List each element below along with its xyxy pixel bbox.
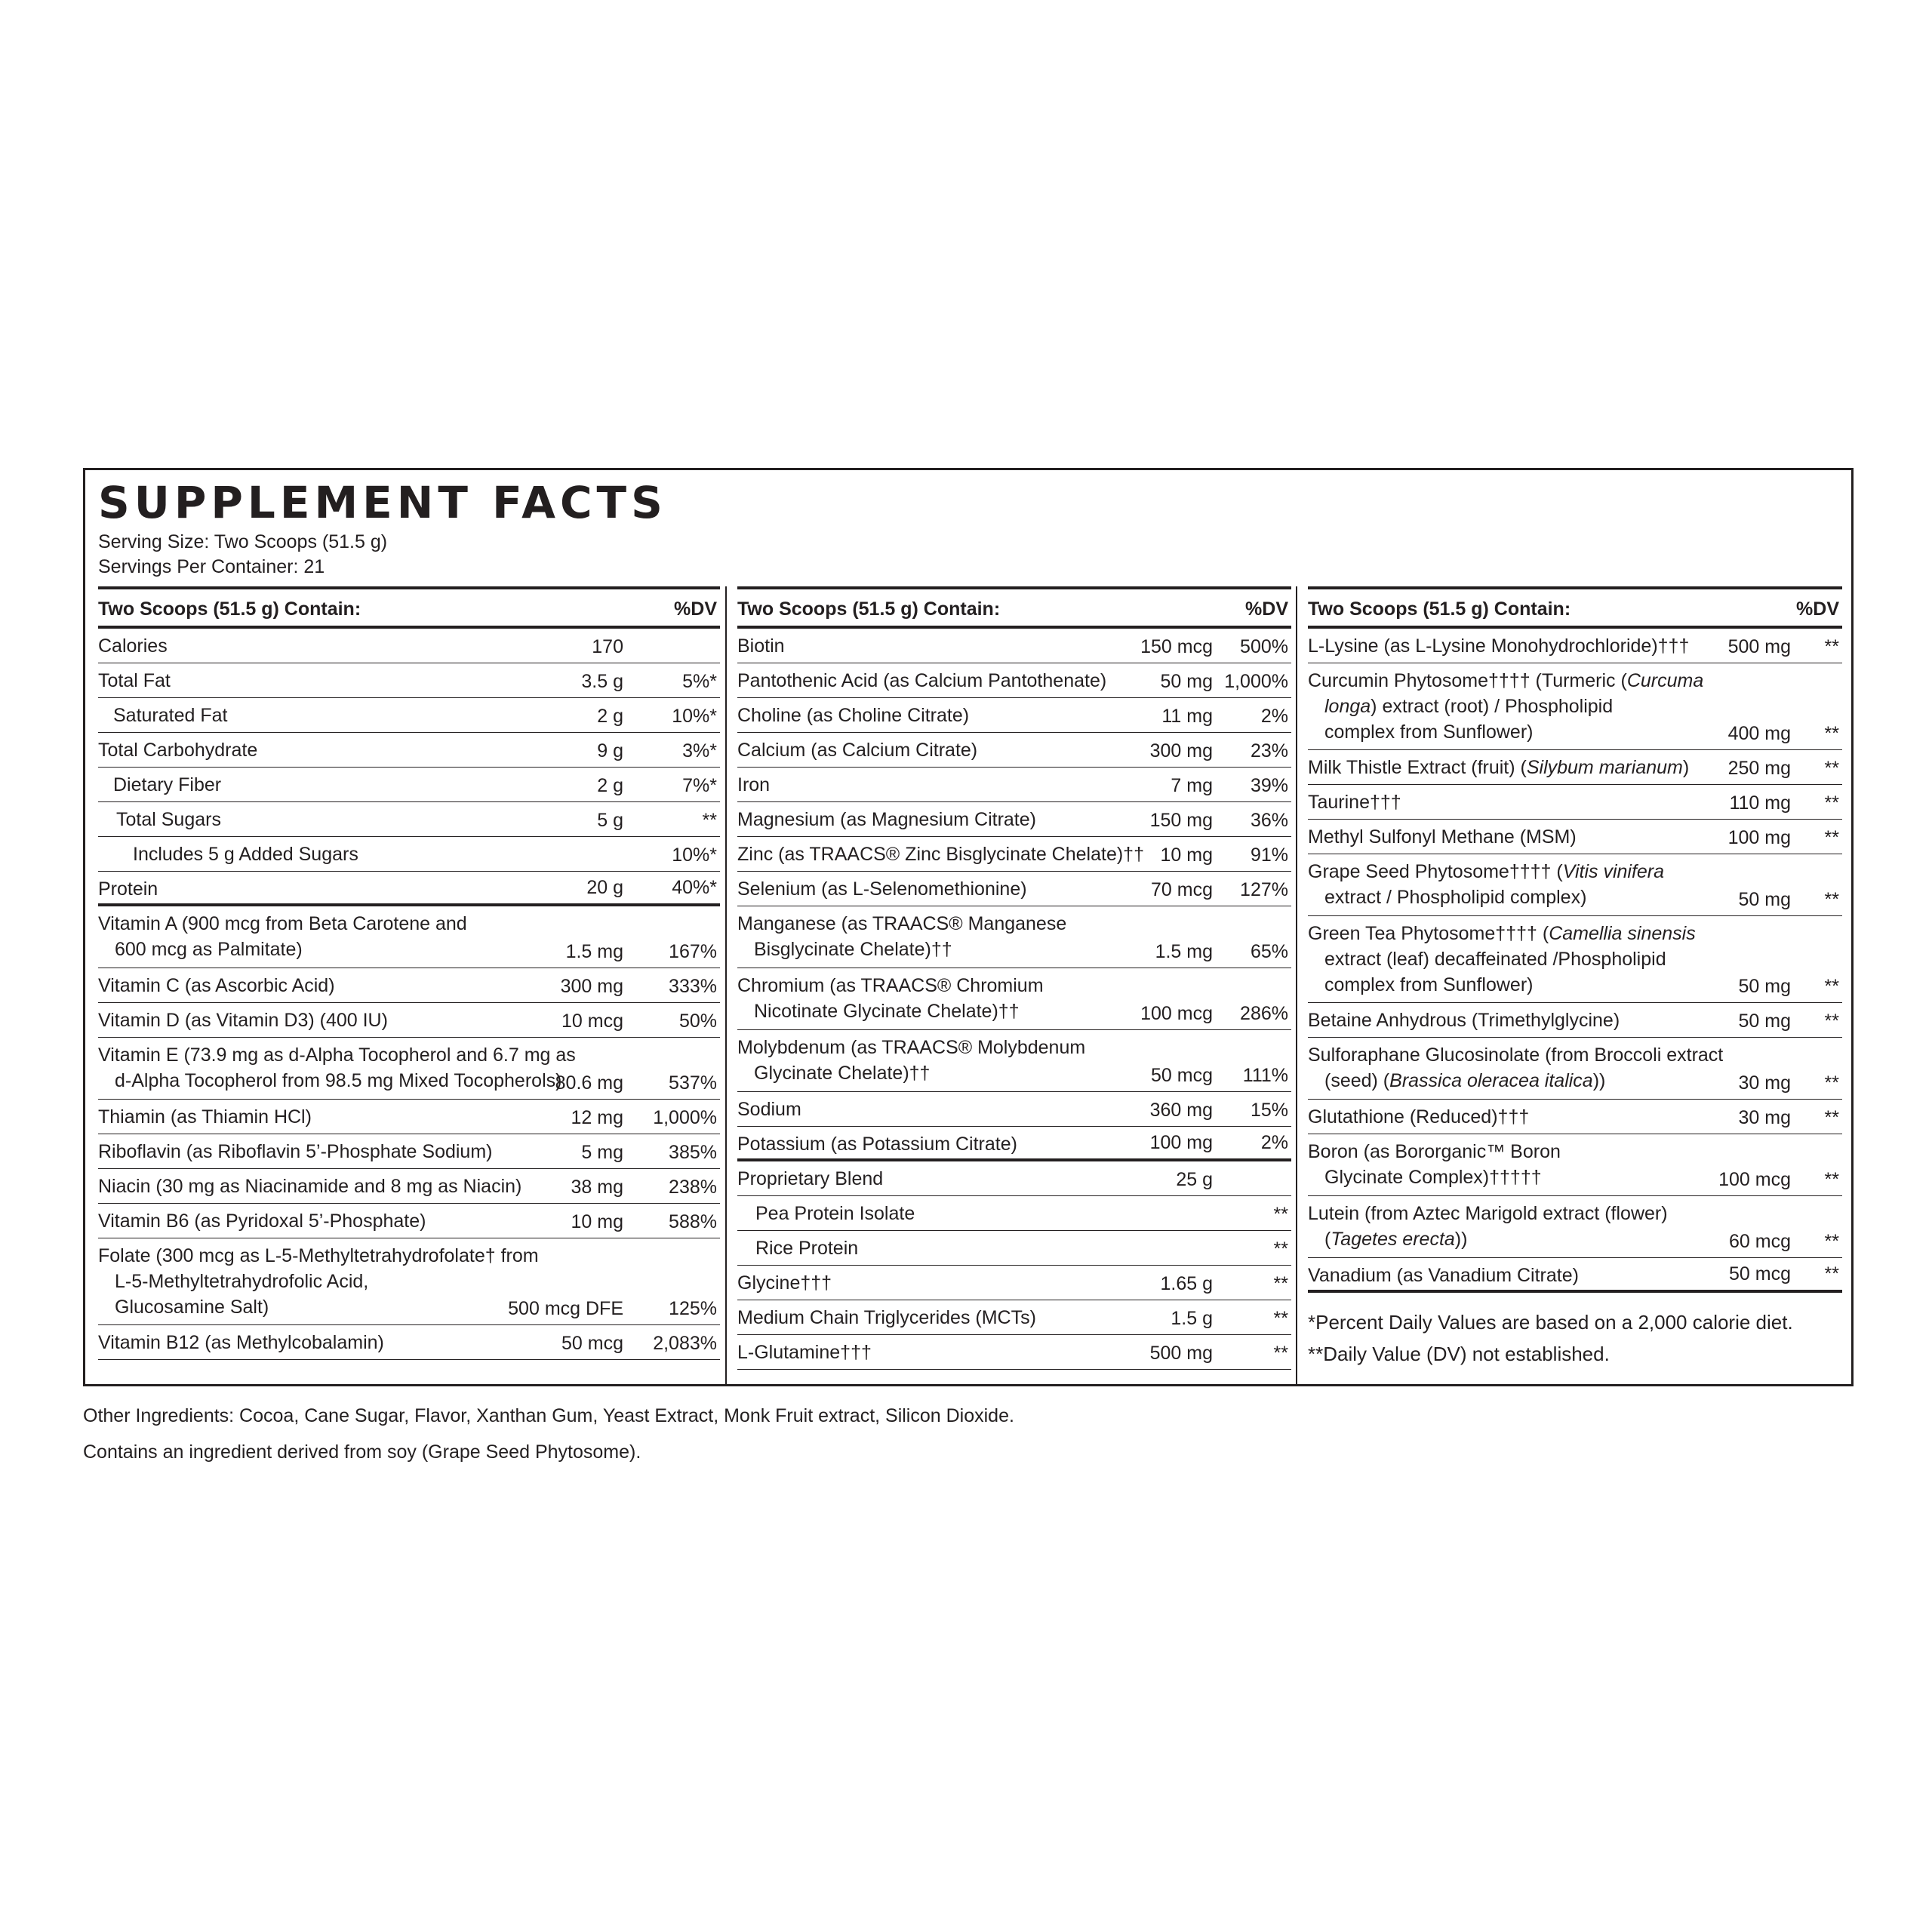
dv-header: %DV [1796, 598, 1839, 620]
nutrient-row [1308, 1258, 1842, 1293]
nutrient-row [737, 663, 1291, 698]
nutrient-name: Vitamin B6 (as Pyridoxal 5’-Phosphate) [98, 1211, 426, 1232]
nutrient-row [737, 1335, 1291, 1370]
nutrient-dv: 39% [1250, 775, 1288, 796]
nutrient-row [98, 968, 720, 1003]
facts-column-3 [1308, 586, 1842, 1370]
nutrient-dv: 5%* [682, 671, 717, 692]
nutrient-amount: 50 mg [1738, 1011, 1791, 1032]
nutrient-amount: 50 mg [1738, 976, 1791, 997]
nutrient-row [1308, 1196, 1842, 1258]
nutrient-dv: ** [1824, 1107, 1839, 1128]
nutrient-name: Pantothenic Acid (as Calcium Pantothenate) [737, 670, 1107, 691]
nutrient-amount: 10 mcg [561, 1011, 623, 1032]
footnotes [1308, 1306, 1842, 1370]
column-divider [1296, 586, 1297, 1384]
nutrient-amount: 50 mg [1738, 889, 1791, 910]
nutrient-dv: 65% [1250, 941, 1288, 962]
nutrient-row [737, 1231, 1291, 1266]
nutrient-name: Total Fat [98, 670, 171, 691]
nutrient-name: Taurine††† [1308, 792, 1401, 813]
nutrient-dv: 23% [1250, 740, 1288, 761]
facts-column-1 [98, 586, 720, 1360]
nutrient-dv: 167% [669, 941, 717, 962]
supplement-facts-panel [83, 468, 1854, 1386]
dv-header: %DV [1245, 598, 1288, 620]
nutrient-amount: 500 mg [1149, 1343, 1213, 1364]
nutrient-name: Magnesium (as Magnesium Citrate) [737, 809, 1036, 830]
nutrient-amount: 11 mg [1161, 706, 1213, 727]
allergen-statement: Contains an ingredient derived from soy (Grape Seed Phytosome). [83, 1441, 641, 1463]
nutrient-row [98, 1169, 720, 1204]
column-header-label: Two Scoops (51.5 g) Contain: [1308, 598, 1571, 620]
nutrient-dv: 40%* [672, 877, 717, 898]
nutrient-amount: 50 mg [1160, 671, 1213, 692]
nutrient-row [98, 1100, 720, 1134]
footnote-percent-dv: *Percent Daily Values are based on a 2,000 calorie diet. [1308, 1311, 1793, 1334]
nutrient-amount: 50 mcg [1151, 1065, 1213, 1086]
other-ingredients: Other Ingredients: Cocoa, Cane Sugar, Flavor, Xanthan Gum, Yeast Extract, Monk Fruit extract, Silicon Dioxide. [83, 1405, 1014, 1426]
nutrient-name: Calories [98, 635, 168, 657]
nutrient-dv: 333% [669, 976, 717, 997]
nutrient-amount: 80.6 mg [555, 1072, 623, 1094]
nutrient-amount: 1.5 g [1171, 1308, 1213, 1329]
nutrient-name: Calcium (as Calcium Citrate) [737, 740, 978, 761]
nutrient-dv: 2% [1260, 706, 1288, 727]
nutrient-amount: 250 mg [1727, 758, 1791, 779]
nutrient-dv: 2,083% [653, 1333, 717, 1354]
nutrient-name: Pea Protein Isolate [755, 1203, 915, 1224]
nutrient-amount: 150 mcg [1140, 636, 1213, 657]
nutrient-amount: 300 mg [1149, 740, 1213, 761]
nutrient-amount: 2 g [597, 706, 623, 727]
nutrient-dv: ** [1824, 1169, 1839, 1190]
nutrient-dv: 50% [678, 1011, 717, 1032]
serving-size: Serving Size: Two Scoops (51.5 g) [98, 531, 388, 552]
nutrient-dv: 537% [669, 1072, 717, 1094]
nutrient-name: Vitamin B12 (as Methylcobalamin) [98, 1332, 384, 1353]
nutrient-amount: 500 mg [1727, 636, 1791, 657]
nutrient-row [98, 1003, 720, 1038]
nutrient-amount: 1.5 mg [1155, 941, 1213, 962]
dv-header: %DV [674, 598, 717, 620]
nutrient-dv: ** [1824, 1263, 1839, 1284]
nutrient-amount: 50 mcg [561, 1333, 623, 1354]
nutrient-amount: 1.5 mg [565, 941, 623, 962]
nutrient-row [737, 698, 1291, 733]
servings-per-container: Servings Per Container: 21 [98, 556, 325, 577]
nutrient-amount: 400 mg [1727, 723, 1791, 744]
nutrient-row [98, 768, 720, 802]
nutrient-row [98, 698, 720, 733]
nutrient-dv: 91% [1250, 844, 1288, 866]
nutrient-amount: 30 mg [1738, 1072, 1791, 1094]
nutrient-name: Zinc (as TRAACS® Zinc Bisglycinate Chelate)†† [737, 844, 1144, 865]
nutrient-amount: 7 mg [1171, 775, 1213, 796]
nutrient-name: Niacin (30 mg as Niacinamide and 8 mg as Niacin) [98, 1176, 522, 1197]
nutrient-dv: ** [1824, 827, 1839, 848]
nutrient-amount: 150 mg [1149, 810, 1213, 831]
nutrient-dv: 385% [669, 1142, 717, 1163]
nutrient-row [1308, 785, 1842, 820]
nutrient-row [98, 872, 720, 906]
nutrient-row [1308, 1100, 1842, 1134]
nutrient-dv: 1,000% [1224, 671, 1288, 692]
nutrient-amount: 1.65 g [1160, 1273, 1213, 1294]
nutrient-name: Selenium (as L-Selenomethionine) [737, 878, 1027, 900]
nutrient-row [1308, 854, 1842, 916]
nutrient-dv: 36% [1250, 810, 1288, 831]
footnote-dv-not-established: **Daily Value (DV) not established. [1308, 1343, 1610, 1365]
nutrient-row [98, 1038, 720, 1100]
nutrient-dv: 15% [1250, 1100, 1288, 1121]
panel-title: SUPPLEMENT FACTS [98, 477, 667, 528]
nutrient-row [737, 768, 1291, 802]
nutrient-row [98, 629, 720, 663]
nutrient-amount: 100 mcg [1718, 1169, 1791, 1190]
nutrient-row [1308, 1003, 1842, 1038]
nutrient-dv: 127% [1240, 879, 1288, 900]
nutrient-row [1308, 820, 1842, 854]
nutrient-name: Lutein (from Aztec Marigold extract (flower) (Tagetes erecta)) [1308, 1203, 1668, 1250]
nutrient-row [98, 1134, 720, 1169]
nutrient-dv: ** [1824, 889, 1839, 910]
nutrient-name: Proprietary Blend [737, 1168, 884, 1189]
nutrient-name: Thiamin (as Thiamin HCl) [98, 1106, 312, 1128]
nutrient-amount: 50 mcg [1729, 1263, 1791, 1284]
nutrient-dv: 10%* [672, 844, 717, 866]
nutrient-row [1308, 1134, 1842, 1196]
nutrient-amount: 100 mg [1727, 827, 1791, 848]
nutrient-amount: 10 mg [1160, 844, 1213, 866]
nutrient-name: Vitamin C (as Ascorbic Acid) [98, 975, 335, 996]
nutrient-name: Choline (as Choline Citrate) [737, 705, 970, 726]
nutrient-row [737, 802, 1291, 837]
nutrient-amount: 12 mg [571, 1107, 623, 1128]
nutrient-name: Boron (as Bororganic™ Boron Glycinate Complex)††††† [1308, 1141, 1561, 1188]
nutrient-row [1308, 750, 1842, 785]
nutrient-amount: 25 g [1176, 1169, 1213, 1190]
nutrient-amount: 10 mg [571, 1211, 623, 1232]
nutrient-dv: ** [702, 810, 717, 831]
nutrient-name: Molybdenum (as TRAACS® Molybdenum Glycinate Chelate)†† [737, 1037, 1086, 1084]
nutrient-row [98, 663, 720, 698]
nutrient-amount: 100 mcg [1140, 1003, 1213, 1024]
nutrient-amount: 3.5 g [581, 671, 623, 692]
nutrient-dv: 1,000% [653, 1107, 717, 1128]
nutrient-name: Vitamin D (as Vitamin D3) (400 IU) [98, 1010, 388, 1031]
nutrient-name: Sodium [737, 1099, 801, 1120]
nutrient-dv: ** [1824, 1011, 1839, 1032]
nutrient-name: Vanadium (as Vanadium Citrate) [1308, 1265, 1579, 1286]
nutrient-name: Grape Seed Phytosome†††† (Vitis vinifera extract / Phospholipid complex) [1308, 861, 1665, 908]
nutrient-name: Glutathione (Reduced)††† [1308, 1106, 1530, 1128]
nutrient-name: L-Lysine (as L-Lysine Monohydrochloride)††† [1308, 635, 1690, 657]
column-header-label: Two Scoops (51.5 g) Contain: [737, 598, 1001, 620]
nutrient-row [737, 872, 1291, 906]
nutrient-amount: 20 g [586, 877, 623, 898]
nutrient-row [737, 1300, 1291, 1335]
nutrient-dv: ** [1273, 1273, 1288, 1294]
nutrient-dv: ** [1273, 1204, 1288, 1225]
nutrient-row [1308, 916, 1842, 1003]
nutrient-amount: 360 mg [1149, 1100, 1213, 1121]
nutrient-name: Medium Chain Triglycerides (MCTs) [737, 1307, 1036, 1328]
nutrient-amount: 30 mg [1738, 1107, 1791, 1128]
nutrient-dv: 286% [1240, 1003, 1288, 1024]
nutrient-dv: 10%* [672, 706, 717, 727]
nutrient-row [737, 1266, 1291, 1300]
nutrient-amount: 300 mg [560, 976, 623, 997]
nutrient-row [98, 906, 720, 968]
column-header-label: Two Scoops (51.5 g) Contain: [98, 598, 361, 620]
nutrient-dv: ** [1824, 1072, 1839, 1094]
nutrient-amount: 38 mg [571, 1177, 623, 1198]
nutrient-name: Sulforaphane Glucosinolate (from Broccoli extract (seed) (Brassica oleracea italica)) [1308, 1044, 1724, 1091]
nutrient-dv: ** [1824, 976, 1839, 997]
nutrient-amount: 70 mcg [1151, 879, 1213, 900]
column-divider [725, 586, 727, 1384]
nutrient-name: Protein [98, 878, 158, 900]
nutrient-name: Manganese (as TRAACS® Manganese Bisglycinate Chelate)†† [737, 913, 1067, 960]
nutrient-row [737, 1127, 1291, 1161]
nutrient-name: Dietary Fiber [113, 774, 222, 795]
nutrient-dv: ** [1273, 1238, 1288, 1260]
nutrient-amount: 100 mg [1149, 1132, 1213, 1153]
nutrient-row [737, 837, 1291, 872]
nutrient-dv: ** [1824, 792, 1839, 814]
nutrient-amount: 110 mg [1729, 792, 1791, 814]
column-header [1308, 586, 1842, 629]
nutrient-row [737, 1092, 1291, 1127]
nutrient-name: Chromium (as TRAACS® Chromium Nicotinate Glycinate Chelate)†† [737, 975, 1044, 1022]
nutrient-name: Total Sugars [116, 809, 221, 830]
nutrient-name: Betaine Anhydrous (Trimethylglycine) [1308, 1010, 1620, 1031]
nutrient-dv: 500% [1240, 636, 1288, 657]
nutrient-row [98, 837, 720, 872]
nutrient-name: L-Glutamine††† [737, 1342, 872, 1363]
nutrient-dv: ** [1824, 1231, 1839, 1252]
nutrient-name: Folate (300 mcg as L-5-Methyltetrahydrofolate† from L-5-Methyltetrahydrofolic Acid, Glucosamine Salt) [98, 1245, 539, 1318]
nutrient-amount: 5 mg [581, 1142, 623, 1163]
nutrient-name: Curcumin Phytosome†††† (Turmeric (Curcuma longa) extract (root) / Phospholipid complex from Sunflower) [1308, 670, 1704, 743]
nutrient-dv: 588% [669, 1211, 717, 1232]
nutrient-dv: ** [1273, 1308, 1288, 1329]
nutrient-row [737, 1196, 1291, 1231]
nutrient-row [1308, 1038, 1842, 1100]
nutrient-row [1308, 663, 1842, 750]
nutrient-row [737, 1030, 1291, 1092]
nutrient-name: Vitamin A (900 mcg from Beta Carotene and 600 mcg as Palmitate) [98, 913, 467, 960]
nutrient-name: Methyl Sulfonyl Methane (MSM) [1308, 826, 1577, 848]
nutrient-dv: 3%* [682, 740, 717, 761]
nutrient-row [737, 1161, 1291, 1196]
nutrient-dv: 238% [669, 1177, 717, 1198]
nutrient-name: Includes 5 g Added Sugars [133, 844, 358, 865]
nutrient-row [737, 968, 1291, 1030]
nutrient-name: Vitamin E (73.9 mg as d-Alpha Tocopherol and 6.7 mg as d-Alpha Tocopherol from 98.5 mg Mixed Tocopherols) [98, 1044, 576, 1091]
nutrient-name: Green Tea Phytosome†††† (Camellia sinensis extract (leaf) decaffeinated /Phospholipid complex from Sunflower) [1308, 923, 1696, 995]
nutrient-amount: 5 g [597, 810, 623, 831]
nutrient-name: Iron [737, 774, 771, 795]
nutrient-amount: 500 mcg DFE [508, 1298, 623, 1319]
nutrient-name: Rice Protein [755, 1238, 859, 1259]
nutrient-amount: 60 mcg [1729, 1231, 1791, 1252]
nutrient-row [98, 1325, 720, 1360]
nutrient-row [737, 733, 1291, 768]
nutrient-dv: 2% [1260, 1132, 1288, 1153]
nutrient-amount: 9 g [597, 740, 623, 761]
nutrient-dv: ** [1824, 758, 1839, 779]
nutrient-amount: 2 g [597, 775, 623, 796]
nutrient-row [98, 1238, 720, 1325]
nutrient-name: Riboflavin (as Riboflavin 5’-Phosphate Sodium) [98, 1141, 493, 1162]
column-header [737, 586, 1291, 629]
nutrient-dv: 111% [1242, 1065, 1288, 1086]
nutrient-row [1308, 629, 1842, 663]
nutrient-name: Glycine††† [737, 1272, 832, 1294]
nutrient-amount: 170 [592, 636, 623, 657]
nutrient-dv: 7%* [682, 775, 717, 796]
nutrient-row [98, 733, 720, 768]
facts-column-2 [737, 586, 1291, 1370]
nutrient-row [737, 629, 1291, 663]
nutrient-name: Biotin [737, 635, 785, 657]
nutrient-dv: ** [1273, 1343, 1288, 1364]
nutrient-row [98, 802, 720, 837]
nutrient-name: Milk Thistle Extract (fruit) (Silybum marianum) [1308, 757, 1690, 778]
nutrient-name: Saturated Fat [113, 705, 228, 726]
nutrient-dv: ** [1824, 723, 1839, 744]
nutrient-row [98, 1204, 720, 1238]
column-header [98, 586, 720, 629]
nutrient-name: Potassium (as Potassium Citrate) [737, 1134, 1017, 1155]
nutrient-name: Total Carbohydrate [98, 740, 258, 761]
nutrient-dv: ** [1824, 636, 1839, 657]
nutrient-dv: 125% [669, 1298, 717, 1319]
nutrient-row [737, 906, 1291, 968]
